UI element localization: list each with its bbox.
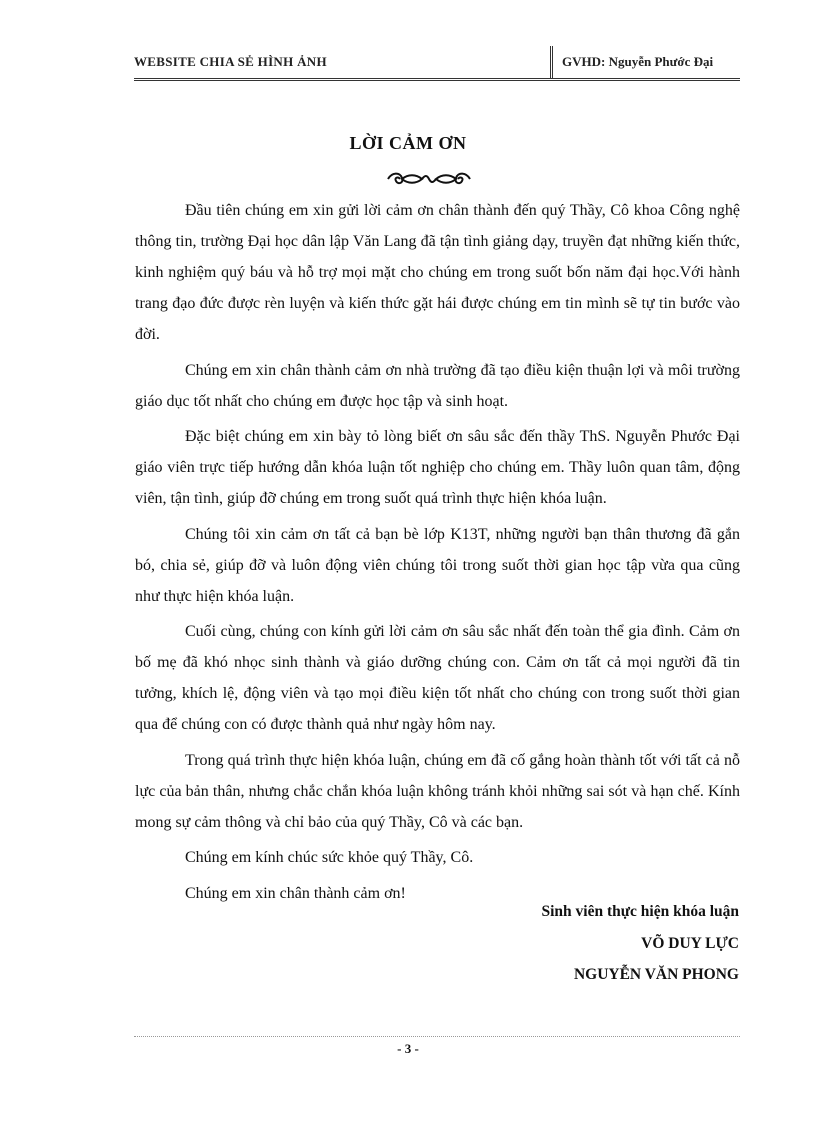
paragraph: Đầu tiên chúng em xin gửi lời cảm ơn chân thành đến quý Thầy, Cô khoa Công nghệ thông tin, trường Đại học dân lập Văn Lang đã tận tình giảng dạy, truyền đạt những kiến thức, kinh nghiệm quý báu và hỗ trợ mọi mặt cho chúng em trong suốt bốn năm đại học.Với hành trang đạo đức được rèn luyện và kiến thức gặt hái được chúng em tin mình sẽ tự tin bước vào đời.: [135, 202, 740, 343]
page-number: - 3 -: [397, 1041, 419, 1056]
paragraph: Chúng em kính chúc sức khỏe quý Thầy, Cô.: [185, 849, 474, 866]
signature-name-1: VÕ DUY LỰC: [641, 935, 739, 952]
header-advisor: GVHD: Nguyễn Phước Đại: [562, 54, 714, 69]
signature-name-2: NGUYỄN VĂN PHONG: [573, 966, 739, 983]
ornament-divider-icon: [384, 170, 474, 188]
paragraph: Cuối cùng, chúng con kính gửi lời cảm ơn sâu sắc nhất đến toàn thể gia đình. Cảm ơn bố mẹ đã khó nhọc sinh thành và giáo dưỡng chúng con. Cảm ơn tất cả mọi người đã tin tưởng, khích lệ, động viên và tạo mọi điều kiện tốt nhất cho chúng con trong suốt thời gian qua để chúng con có được thành quả như ngày hôm nay.: [135, 623, 740, 733]
paragraph: Trong quá trình thực hiện khóa luận, chúng em đã cố gắng hoàn thành tốt với tất cả nỗ lực của bản thân, nhưng chắc chắn khóa luận không tránh khỏi những sai sót và hạn chế. Kính mong sự cảm thông và chỉ bảo của quý Thầy, Cô và các bạn.: [135, 751, 740, 831]
acknowledgement-body: [135, 195, 740, 913]
page-title: LỜI CẢM ƠN: [349, 133, 467, 153]
header-divider: [550, 46, 557, 78]
page-header: [134, 44, 740, 81]
paragraph: Chúng tôi xin cảm ơn tất cả bạn bè lớp K13T, những người bạn thân thương đã gắn bó, chia sẻ, giúp đỡ và luôn động viên chúng tôi trong suốt thời gian học tập vừa qua cũng như thực hiện khóa luận.: [135, 525, 740, 605]
paragraph: Chúng em xin chân thành cảm ơn nhà trường đã tạo điều kiện thuận lợi và môi trường giáo dục tốt nhất cho chúng em được học tập và sinh hoạt.: [135, 361, 740, 410]
paragraph: Chúng em xin chân thành cảm ơn!: [185, 884, 406, 902]
signature-role: Sinh viên thực hiện khóa luận: [541, 903, 739, 920]
paragraph: Đặc biệt chúng em xin bày tỏ lòng biết ơn sâu sắc đến thầy ThS. Nguyễn Phước Đại giáo viên trực tiếp hướng dẫn khóa luận tốt nghiệp cho chúng em. Thầy luôn quan tâm, động viên, tận tình, giúp đỡ chúng em trong suốt quá trình thực hiện khóa luận.: [135, 428, 740, 507]
header-project-title: WEBSITE CHIA SẺ HÌNH ẢNH: [134, 54, 327, 69]
footer-divider: [134, 1036, 740, 1037]
